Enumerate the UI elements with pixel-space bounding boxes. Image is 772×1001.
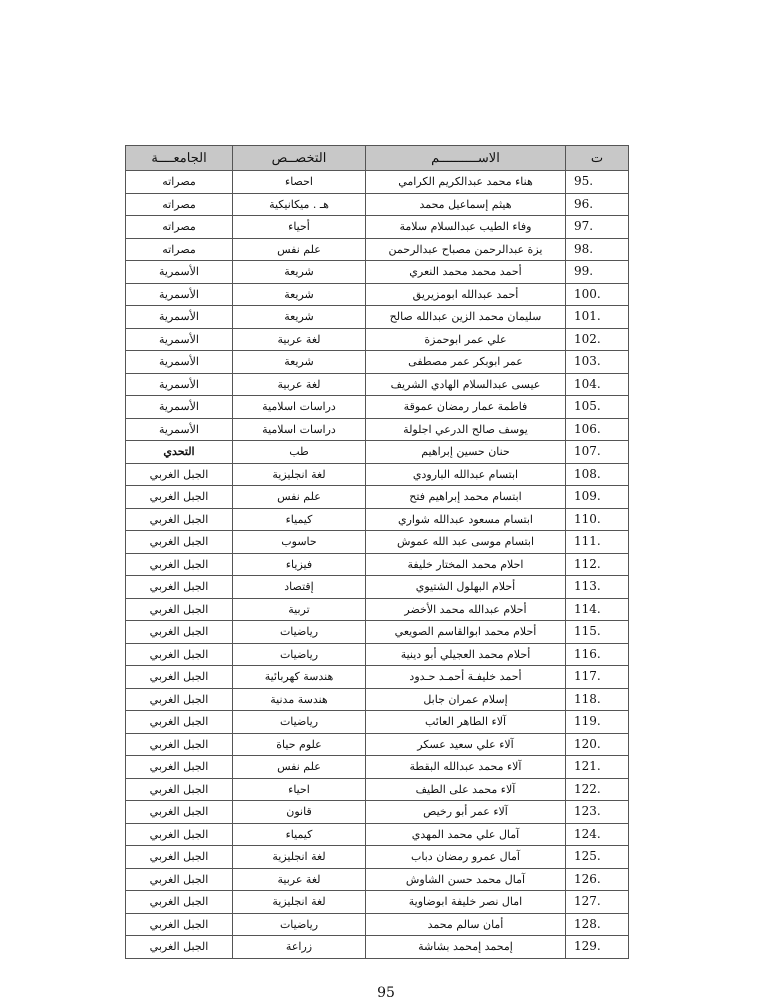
row-number: 97. [566,216,629,239]
row-name: فاطمة عمار رمضان عموقة [366,396,566,419]
table-row [126,733,629,756]
row-specialty: رياضيات [233,621,366,644]
row-number: 99. [566,261,629,284]
row-number: 123. [566,801,629,824]
row-number: 104. [566,373,629,396]
table-row [126,868,629,891]
row-university: الجبل الغربي [126,868,233,891]
row-university: الجبل الغربي [126,711,233,734]
header-row [126,146,629,171]
row-number: 111. [566,531,629,554]
row-specialty: لغة عربية [233,328,366,351]
row-university: الأسمرية [126,351,233,374]
row-university: الجبل الغربي [126,688,233,711]
row-number: 102. [566,328,629,351]
row-university: مصراته [126,171,233,194]
row-name: ابتسام مسعود عبدالله شواري [366,508,566,531]
row-number: 105. [566,396,629,419]
row-name: آمال علي محمد المهدي [366,823,566,846]
row-number: 96. [566,193,629,216]
row-number: 117. [566,666,629,689]
row-specialty: كيمياء [233,508,366,531]
row-name: أحمد عبدالله ابومزيريق [366,283,566,306]
row-number: 100. [566,283,629,306]
table-row [126,553,629,576]
table-row [126,666,629,689]
row-specialty: زراعة [233,936,366,959]
page-number: 95 [377,985,395,1001]
row-university: الجبل الغربي [126,531,233,554]
header-name: الاســــــــــم [366,146,566,171]
row-name: أحلام محمد ابوالقاسم الصويعي [366,621,566,644]
row-number: 118. [566,688,629,711]
row-specialty: احصاء [233,171,366,194]
row-specialty: طب [233,441,366,464]
row-name: أحلام عبدالله محمد الأخضر [366,598,566,621]
row-name: هيثم إسماعيل محمد [366,193,566,216]
row-university: الجبل الغربي [126,936,233,959]
row-specialty: رياضيات [233,913,366,936]
header-university: الجامعــــة [126,146,233,171]
row-specialty: شريعة [233,306,366,329]
row-specialty: دراسات اسلامية [233,418,366,441]
row-specialty: علم نفس [233,238,366,261]
row-university: الجبل الغربي [126,846,233,869]
row-number: 114. [566,598,629,621]
names-table [125,145,629,959]
row-number: 116. [566,643,629,666]
row-specialty: رياضيات [233,711,366,734]
row-specialty: علوم حياة [233,733,366,756]
row-university: الجبل الغربي [126,756,233,779]
table-row [126,486,629,509]
row-name: أحمد محمد محمد النعري [366,261,566,284]
row-university: الجبل الغربي [126,823,233,846]
row-university: الجبل الغربي [126,576,233,599]
table-row [126,891,629,914]
row-number: 115. [566,621,629,644]
row-number: 103. [566,351,629,374]
table-row [126,238,629,261]
table-row [126,936,629,959]
table-row [126,756,629,779]
row-number: 120. [566,733,629,756]
row-university: الجبل الغربي [126,598,233,621]
table-row [126,328,629,351]
row-name: آلاء عمر أبو رخيص [366,801,566,824]
row-specialty: تربية [233,598,366,621]
row-name: هناء محمد عبدالكريم الكرامي [366,171,566,194]
table-row [126,171,629,194]
row-university: الأسمرية [126,396,233,419]
row-specialty: لغة انجليزية [233,891,366,914]
row-university: الأسمرية [126,283,233,306]
table-row [126,373,629,396]
row-specialty: أحياء [233,216,366,239]
row-university: الجبل الغربي [126,666,233,689]
row-name: آلاء علي سعيد عسكر [366,733,566,756]
table-row [126,441,629,464]
row-university: الجبل الغربي [126,643,233,666]
row-university: التحدي [126,441,233,464]
table-row [126,598,629,621]
row-number: 98. [566,238,629,261]
row-university: مصراته [126,193,233,216]
row-name: آلاء محمد على الطيف [366,778,566,801]
row-university: الأسمرية [126,328,233,351]
row-university: الأسمرية [126,261,233,284]
table-row [126,508,629,531]
row-specialty: علم نفس [233,756,366,779]
row-name: يوسف صالح الدرعي اجلولة [366,418,566,441]
row-specialty: شريعة [233,283,366,306]
row-number: 127. [566,891,629,914]
table-row [126,261,629,284]
table-row [126,531,629,554]
row-specialty: إقتصاد [233,576,366,599]
row-number: 128. [566,913,629,936]
row-university: مصراته [126,238,233,261]
row-number: 119. [566,711,629,734]
table-row [126,823,629,846]
row-name: امال نصر خليفة ابوضاوية [366,891,566,914]
row-specialty: كيمياء [233,823,366,846]
row-university: الجبل الغربي [126,463,233,486]
row-number: 129. [566,936,629,959]
row-specialty: فيزياء [233,553,366,576]
row-number: 121. [566,756,629,779]
row-number: 126. [566,868,629,891]
row-name: أحلام البهلول الشتيوي [366,576,566,599]
table-row [126,418,629,441]
row-number: 122. [566,778,629,801]
row-name: آلاء الطاهر العائب [366,711,566,734]
table-row [126,216,629,239]
table-row [126,778,629,801]
row-number: 113. [566,576,629,599]
row-name: آمال محمد حسن الشاوش [366,868,566,891]
row-specialty: علم نفس [233,486,366,509]
row-specialty: شريعة [233,261,366,284]
header-number: ت [566,146,629,171]
row-name: آلاء محمد عبدالله البقطة [366,756,566,779]
table-row [126,193,629,216]
row-specialty: قانون [233,801,366,824]
row-university: الجبل الغربي [126,486,233,509]
row-specialty: هندسة كهربائية [233,666,366,689]
table-row [126,801,629,824]
row-specialty: لغة عربية [233,868,366,891]
row-name: سليمان محمد الزين عبدالله صالح [366,306,566,329]
row-number: 101. [566,306,629,329]
row-university: الجبل الغربي [126,913,233,936]
row-number: 110. [566,508,629,531]
row-name: إمحمد إمحمد بشاشة [366,936,566,959]
row-university: الجبل الغربي [126,733,233,756]
table-row [126,643,629,666]
row-name: أمان سالم محمد [366,913,566,936]
table-row [126,396,629,419]
row-name: آمال عمرو رمضان دباب [366,846,566,869]
row-university: الجبل الغربي [126,553,233,576]
row-number: 106. [566,418,629,441]
row-name: أحمد خليفـة أحمـد حـدود [366,666,566,689]
row-number: 125. [566,846,629,869]
row-name: إسلام عمران جابل [366,688,566,711]
row-number: 124. [566,823,629,846]
row-name: ابتسام محمد إبراهيم فتح [366,486,566,509]
row-university: الجبل الغربي [126,621,233,644]
row-name: وفاء الطيب عبدالسلام سلامة [366,216,566,239]
row-university: الجبل الغربي [126,778,233,801]
row-name: يزة عبدالرحمن مصباح عبدالرحمن [366,238,566,261]
row-university: الجبل الغربي [126,891,233,914]
table-body [126,171,629,959]
row-number: 108. [566,463,629,486]
row-university: الأسمرية [126,418,233,441]
row-specialty: رياضيات [233,643,366,666]
row-specialty: حاسوب [233,531,366,554]
table-row [126,351,629,374]
table-row [126,711,629,734]
header-specialty: التخصــص [233,146,366,171]
row-university: الأسمرية [126,373,233,396]
row-name: احلام محمد المختار خليفة [366,553,566,576]
row-specialty: لغة انجليزية [233,463,366,486]
row-specialty: احياء [233,778,366,801]
table-row [126,576,629,599]
row-specialty: دراسات اسلامية [233,396,366,419]
row-specialty: لغة انجليزية [233,846,366,869]
table-row [126,306,629,329]
row-name: علي عمر ابوحمزة [366,328,566,351]
row-number: 95. [566,171,629,194]
row-university: الجبل الغربي [126,801,233,824]
row-number: 107. [566,441,629,464]
row-university: الأسمرية [126,306,233,329]
row-name: عيسى عبدالسلام الهادي الشريف [366,373,566,396]
table-row [126,463,629,486]
row-name: ابتسام موسى عبد الله عموش [366,531,566,554]
table-row [126,688,629,711]
row-name: حنان حسين إبراهيم [366,441,566,464]
table-row [126,283,629,306]
row-name: أحلام محمد العجيلي أبو دينية [366,643,566,666]
table-row [126,621,629,644]
row-name: عمر ابوبكر عمر مصطفى [366,351,566,374]
row-number: 112. [566,553,629,576]
row-specialty: هندسة مدنية [233,688,366,711]
row-university: مصراته [126,216,233,239]
row-university: الجبل الغربي [126,508,233,531]
row-specialty: هـ . ميكانيكية [233,193,366,216]
row-specialty: لغة عربية [233,373,366,396]
table-row [126,846,629,869]
table-row [126,913,629,936]
row-number: 109. [566,486,629,509]
row-specialty: شريعة [233,351,366,374]
row-name: ابتسام عبدالله البارودي [366,463,566,486]
